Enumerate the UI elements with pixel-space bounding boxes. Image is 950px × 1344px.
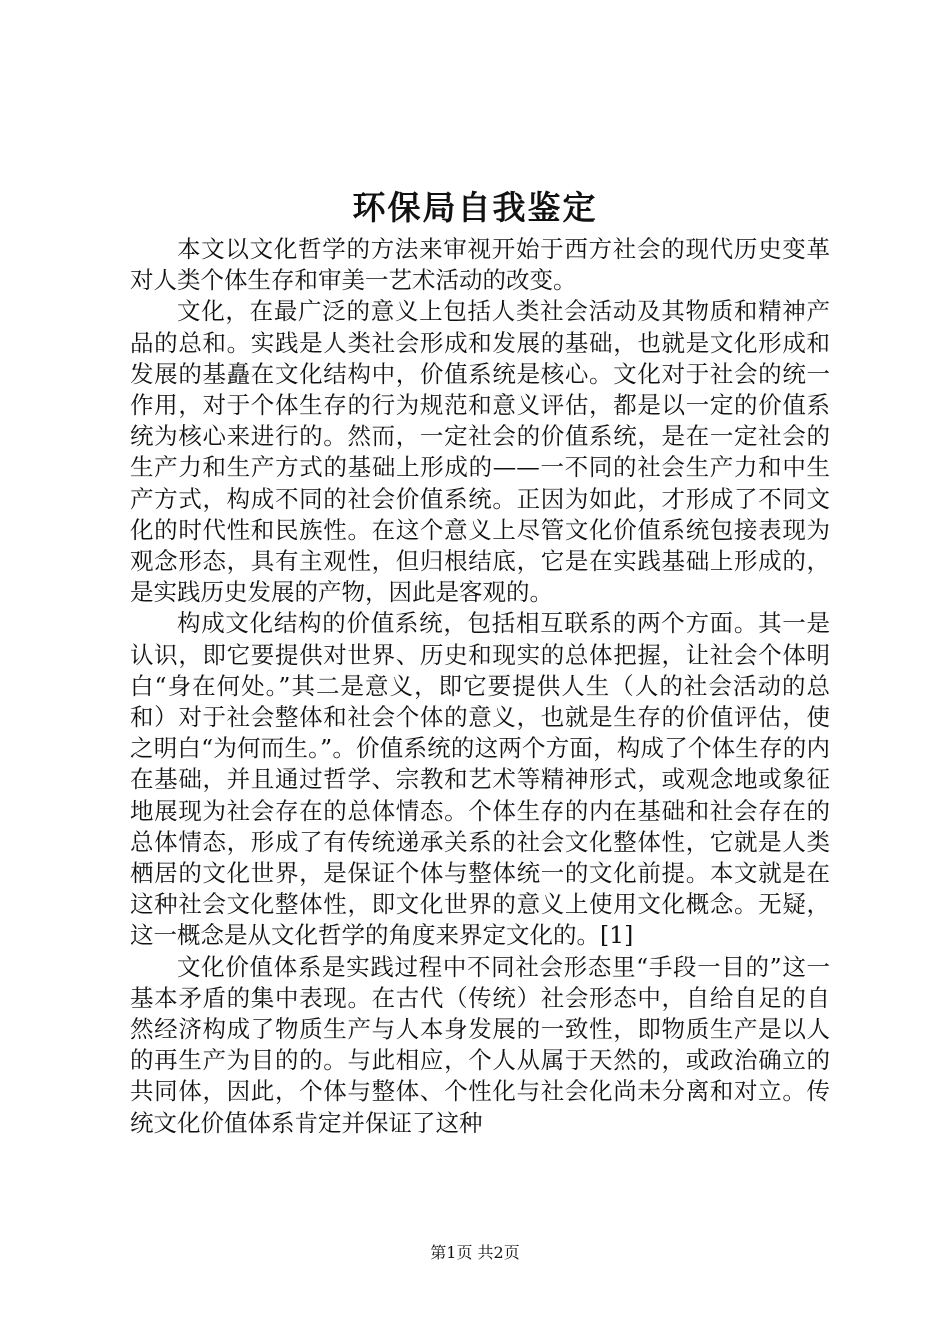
document-title: 环保局自我鉴定: [352, 188, 598, 227]
page-footer: 第1页 共2页: [430, 1243, 520, 1262]
paragraph-4: 文化价值体系是实践过程中不同社会形态里“手段一目的”这一基本矛盾的集中表现。在古代（传统）社会形态中，自给自足的自然经济构成了物质生产与人本身发展的一致性，即物质生产是以人的再生产为目的的。与此相应，个人从属于天然的，或政治确立的共同体，因此，个体与整体、个性化与社会化尚未分离和对立。传统文化价值体系肯定并保证了这种: [130, 952, 830, 1137]
paragraph-3: 构成文化结构的价值系统，包括相互联系的两个方面。其一是认识，即它要提供对世界、历史和现实的总体把握，让社会个体明白“身在何处。”其二是意义，即它要提供人生（人的社会活动的总和）对于社会整体和社会个体的意义，也就是生存的价值评估，使之明白“为何而生。”。价值系统的这两个方面，构成了个体生存的内在基础，并且通过哲学、宗教和艺术等精神形式，或观念地或象征地展现为社会存在的总体情态。个体生存的内在基础和社会存在的总体情态，形成了有传统递承关系的社会文化整体性，它就是人类栖居的文化世界，是保证个体与整体统一的文化前提。本文就是在这种社会文化整体性，即文化世界的意义上使用文化概念。无疑，这一概念是从文化哲学的角度来界定文化的。[1]: [130, 609, 830, 950]
paragraph-2: 文化，在最广泛的意义上包括人类社会活动及其物质和精神产品的总和。实践是人类社会形成和发展的基础，也就是文化形成和发展的基矗在文化结构中，价值系统是核心。文化对于社会的统一作用，对于个体生存的行为规范和意义评估，都是以一定的价值系统为核心来进行的。然而，一定社会的价值系统，是在一定社会的生产力和生产方式的基础上形成的——一不同的社会生产力和中生产方式，构成不同的社会价值系统。正因为如此，才形成了不同文化的时代性和民族性。在这个意义上尽管文化价值系统包接表现为观念形态，具有主观性，但归根结底，它是在实践基础上形成的，是实践历史发展的产物，因此是客观的。: [130, 297, 830, 607]
paragraph-1: 本文以文化哲学的方法来审视开始于西方社会的现代历史变革对人类个体生存和审美一艺术活动的改变。: [130, 235, 830, 295]
document-body: [130, 234, 830, 1139]
